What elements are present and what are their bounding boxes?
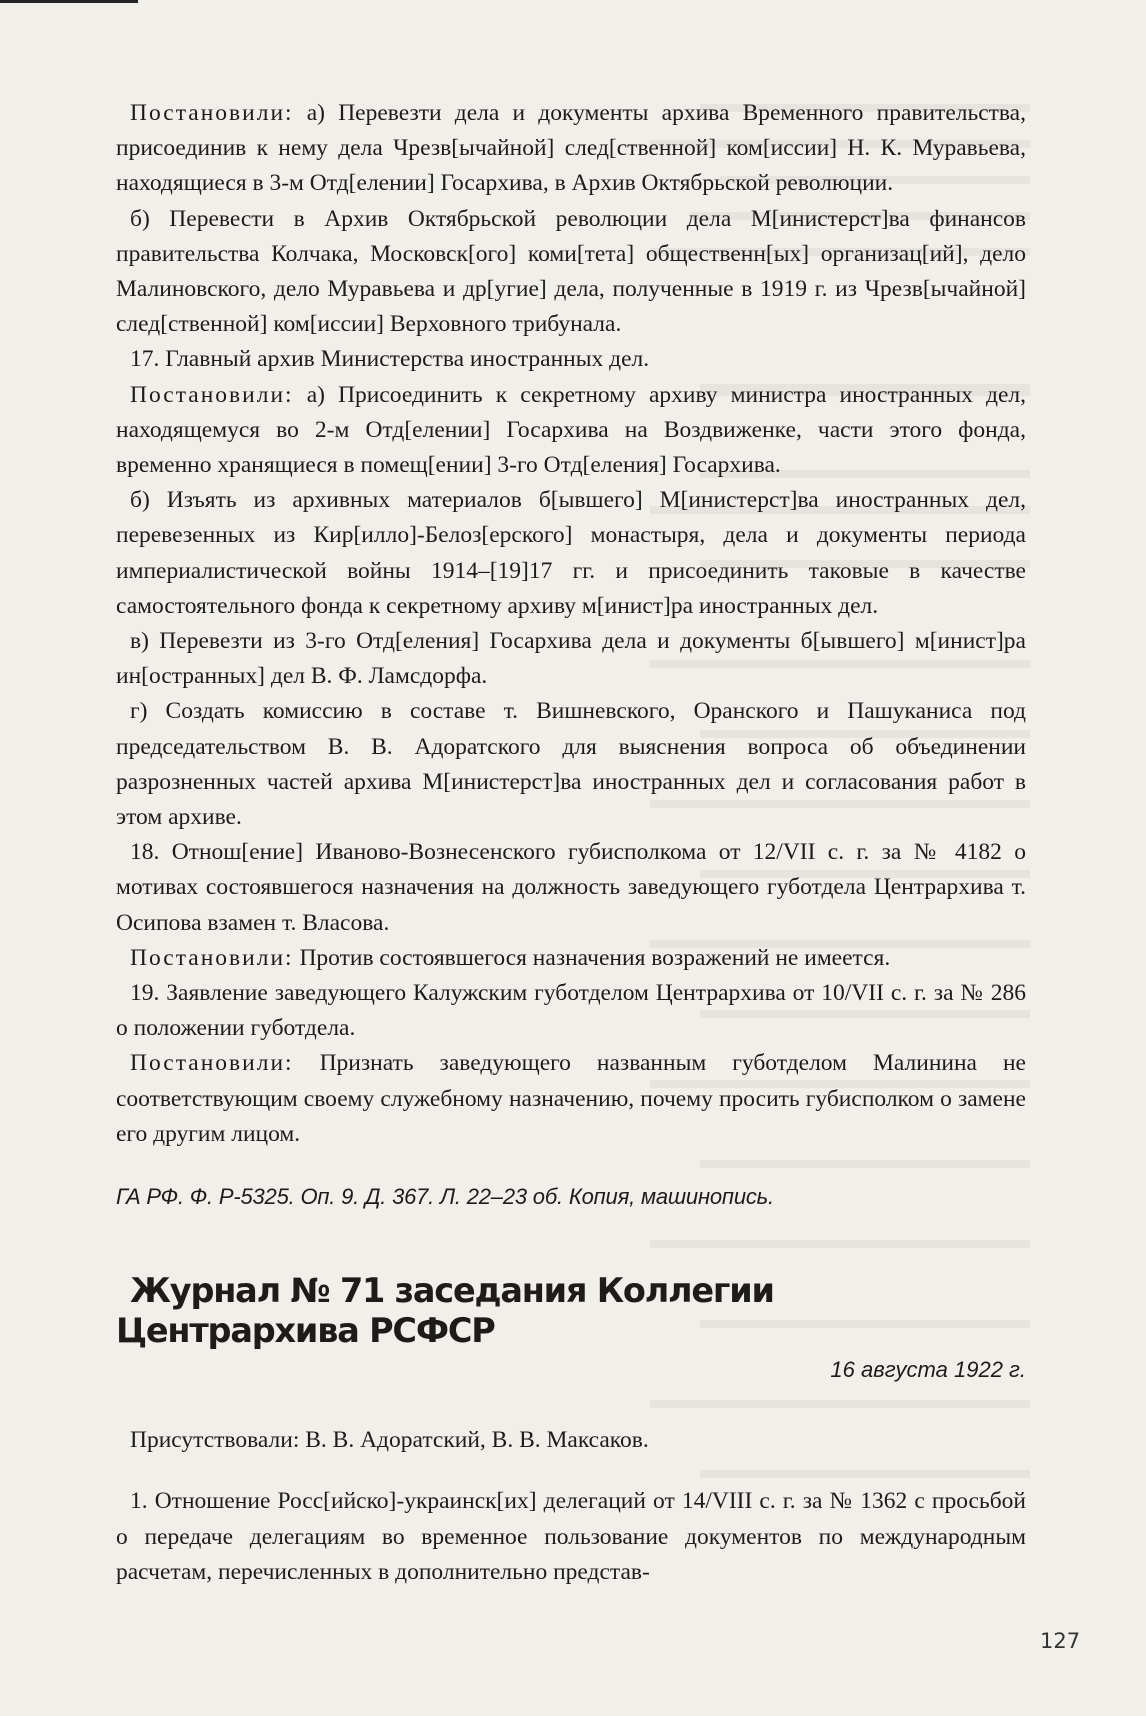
attendees-paragraph: Присутствовали: В. В. Адоратский, В. В. Максаков. (130, 1427, 649, 1454)
main-text (116, 96, 1026, 1590)
resolution-label: Постановили: (130, 944, 294, 971)
paragraph: в) Перевезти из 3-го Отд[еления] Госархива дела и документы б[ывшего] м[инист]ра ин[остранных] дел В. Ф. Ламсдорфа. (116, 628, 1026, 690)
resolution-paragraph (116, 378, 1026, 484)
agenda-item-18: 18. Отнош[ение] Иваново-Вознесенского губисполкома от 12/VII с. г. за № 4182 о мотивах состоявшегося назначения на должность заведующего губотдела Центрархива т. Осипова взамен т. Власова. (116, 839, 1026, 936)
resolution-paragraph (116, 1046, 1026, 1152)
agenda-item-1: 1. Отношение Росс[ийско]-украинск[их] делегаций от 14/VIII с. г. за № 1362 с просьбой о передаче делегациям во временное пользование документов по международным расчетам, перечисленных в дополнительно представ- (116, 1488, 1026, 1585)
resolution-label: Постановили: (130, 1050, 294, 1077)
page-number: 127 (1040, 1629, 1081, 1653)
resolution-label: Постановили: (130, 381, 294, 408)
paragraph: г) Создать комиссию в составе т. Вишневского, Оранского и Пашуканиса под председательством В. В. Адоратского для выяснения вопроса об объединении разрозненных частей архива М[инистерст]ва иностранных дел и согласования работ в этом архиве. (116, 698, 1026, 831)
journal-date: 16 августа 1922 г. (830, 1357, 1026, 1383)
resolution-paragraph (116, 96, 1026, 202)
resolution-text: Против состоявшегося назначения возражений не имеется. (293, 944, 891, 971)
agenda-item-17: 17. Главный архив Министерства иностранных дел. (130, 346, 650, 373)
resolution-text: Признать заведующего названным губотделом Малинина не соответствующим своему служебному назначению, почему просить губисполком о замене его другим лицом. (116, 1050, 1026, 1147)
journal-title: Журнал № 71 заседания Коллегии Центрархива РСФСР (116, 1271, 774, 1351)
agenda-item-19: 19. Заявление заведующего Калужским губотделом Центрархива от 10/VII с. г. за № 286 о положении губотдела. (116, 980, 1026, 1042)
resolution-text: а) Перевезти дела и документы архива Временного правительства, присоединив к нему дела Чрезв[ычайной] след[ственной] ком[иссии] Н. К. Муравьева, находящиеся в 3-м Отд[елении] Госархива, в Архив Октябрьской революции. (116, 100, 1026, 197)
resolution-paragraph (116, 941, 1026, 976)
paragraph: б) Изъять из архивных материалов б[ывшего] М[инистерст]ва иностранных дел, перевезенных из Кир[илло]-Белоз[ерского] монастыря, дела и документы периода империалистической войны 1914–[19]17 гг. и присоединить таковые в качестве самостоятельного фонда к секретному архиву м[инист]ра иностранных дел. (116, 487, 1026, 619)
resolution-text: а) Присоединить к секретному архиву министра иностранных дел, находящемуся во 2-м Отд[елении] Госархива на Воздвиженке, части этого фонда, временно хранящиеся в помещ[ении] 3-го Отд[еления] Госархива. (116, 381, 1026, 479)
resolution-label: Постановили: (130, 100, 294, 126)
archival-source-citation: ГА РФ. Ф. Р-5325. Оп. 9. Д. 367. Л. 22–23 об. Копия, машинопись. (116, 1184, 774, 1210)
paragraph: б) Перевести в Архив Октябрьской революции дела М[инистерст]ва финансов правительства Колчака, Московск[ого] коми[тета] общественн[ых] организац[ий], дело Малиновского, дело Муравьева и др[угие] дела, полученные в 1919 г. из Чрезв[ычайной] след[ственной] ком[иссии] Верховного трибунала. (116, 205, 1026, 338)
corner-mark (0, 0, 138, 3)
